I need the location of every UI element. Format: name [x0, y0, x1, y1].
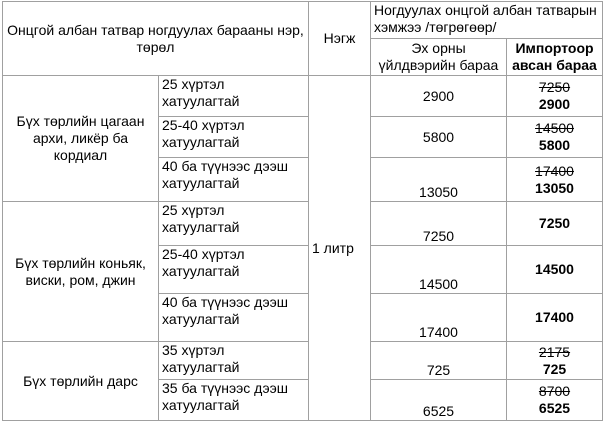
imported-old-rate: 8700 [538, 383, 571, 399]
imported-rate [507, 158, 603, 202]
imported-new-rate: 13050 [535, 179, 574, 196]
imported-rate [507, 76, 603, 117]
strength-cell: 40 ба түүнээс дээш хатуулагтай [159, 158, 309, 202]
imported-new-rate: 5800 [538, 137, 571, 153]
imported-goods-header: Импортоор авсан бараа [507, 39, 603, 76]
domestic-rate: 5800 [371, 117, 507, 158]
imported-old-rate: 7250 [538, 79, 571, 95]
domestic-rate: 14500 [371, 246, 507, 294]
domestic-rate: 6525 [371, 380, 507, 421]
imported-rate [507, 246, 603, 294]
imported-rate [507, 342, 603, 380]
strength-cell: 25-40 хүртэл хатуулагтай [159, 117, 309, 158]
imported-new-rate: 17400 [535, 309, 574, 325]
unit-header: Нэгж [309, 2, 371, 76]
domestic-goods-header: Эх орны үйлдвэрийн бараа [371, 39, 507, 76]
imported-old-rate: 14500 [535, 120, 574, 136]
category-wine: Бүх төрлийн дарс [3, 342, 159, 421]
domestic-rate: 725 [371, 342, 507, 380]
imported-rate [507, 380, 603, 421]
strength-cell: 25 хүртэл хатуулагтай [159, 76, 309, 117]
strength-cell: 35 хүртэл хатуулагтай [159, 342, 309, 380]
domestic-rate: 2900 [371, 76, 507, 117]
domestic-rate: 17400 [371, 294, 507, 342]
category-cognac-whisky: Бүх төрлийн коньяк, виски, ром, джин [3, 202, 159, 342]
imported-rate [507, 202, 603, 246]
product-name-header: Онцгой албан татвар ногдуулах барааны нэр, төрөл [3, 2, 309, 76]
category-vodka-liqueur: Бүх төрлийн цагаан архи, ликёр ба кордиал [3, 76, 159, 202]
strength-cell: 25-40 хүртэл хатуулагтай [159, 246, 309, 294]
strength-cell: 25 хүртэл хатуулагтай [159, 202, 309, 246]
strength-cell: 40 ба түүнээс дээш хатуулагтай [159, 294, 309, 342]
imported-old-rate: 17400 [535, 162, 574, 179]
domestic-rate: 7250 [371, 202, 507, 246]
imported-rate [507, 294, 603, 342]
imported-rate [507, 117, 603, 158]
unit-cell: 1 литр [309, 76, 371, 421]
excise-tax-table [2, 1, 603, 421]
imported-new-rate: 7250 [538, 215, 571, 231]
imported-new-rate: 2900 [538, 96, 571, 112]
domestic-rate: 13050 [371, 158, 507, 202]
imported-new-rate: 725 [542, 360, 567, 377]
imported-old-rate: 2175 [538, 343, 571, 360]
imported-new-rate: 6525 [538, 400, 571, 416]
tax-rate-header: Ногдуулах онцгой албан татварын хэмжээ /төгрөгөөр/ [371, 2, 603, 39]
imported-new-rate: 14500 [535, 261, 574, 277]
strength-cell: 35 ба түүнээс дээш хатуулагтай [159, 380, 309, 421]
